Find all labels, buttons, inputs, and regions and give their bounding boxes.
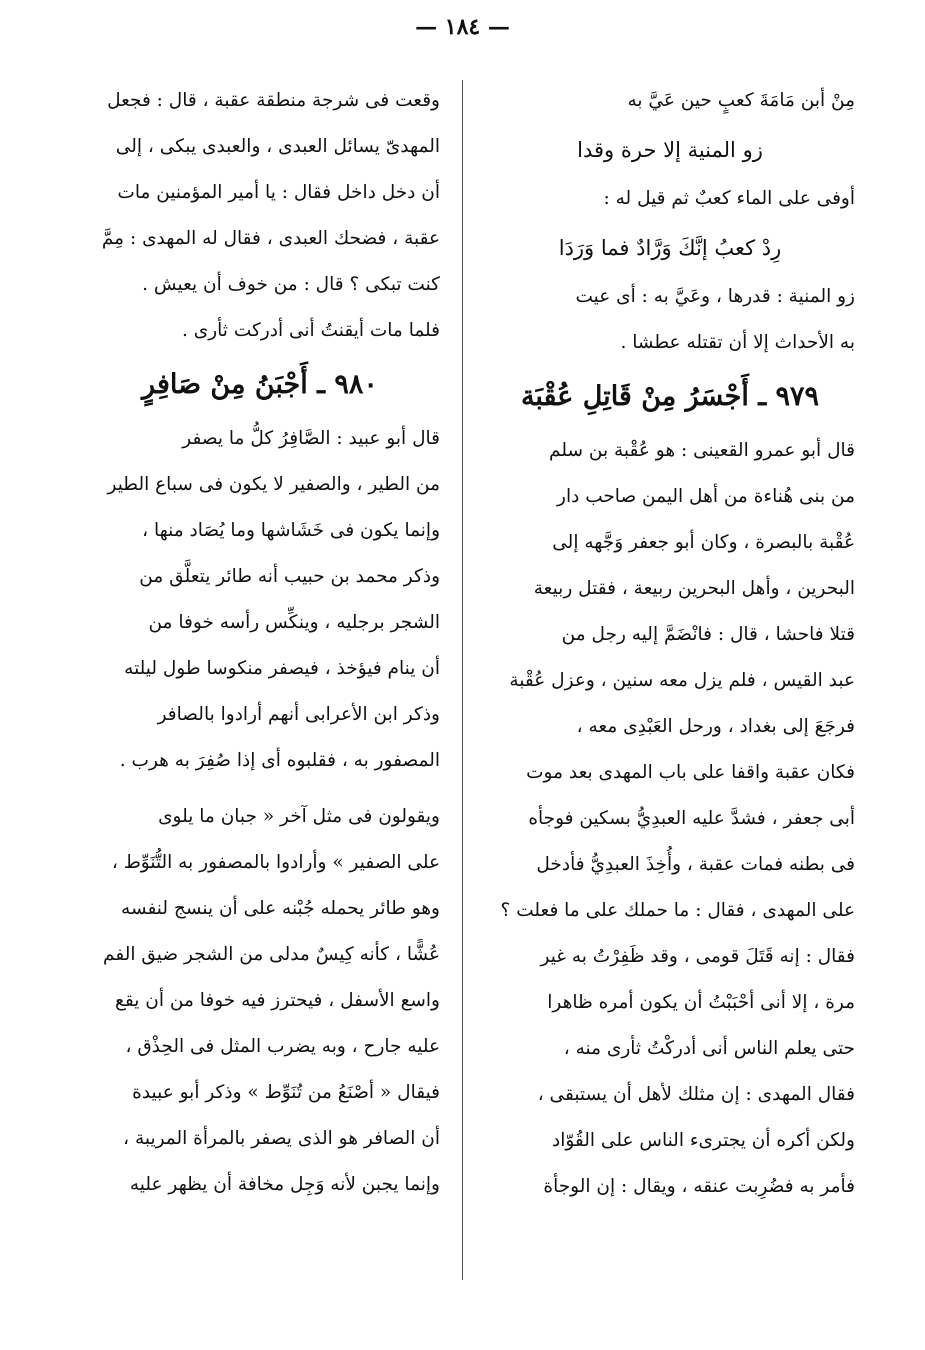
text-line: قال أبو عبيد : الصَّافِرُ كلُّ ما يصفر [182,428,440,449]
column-divider [462,80,463,1280]
text-line: مرة ، إلا أنى أحْبَبْتُ أن يكون أمره ظاهرا [547,992,855,1013]
text-line: وذكر ابن الأعرابى أنهم أرادوا بالصافر [157,704,440,725]
text-line: أن الصافر هو الذى يصفر بالمرأة المريبة ، [123,1128,440,1149]
text-line: من بنى هُناءة من أهل اليمن صاحب دار [557,486,855,507]
verse-line: زو المنية إلا حرة وقدا [577,138,763,162]
proverb-heading-980: ٩٨٠ ـ أَجْبَنُ مِنْ صَافِرٍ [142,369,378,400]
text-line: فلما مات أيقنتُ أنى أدركت ثأرى . [181,320,440,341]
text-line: به الأحداث إلا أن تقتله عطشا . [620,332,855,353]
text-line: المصفور به ، فقلبوه أى إذا صُفِرَ به هرب . [119,750,440,771]
text-line: فقال : إنه قَتَلَ قومى ، وقد ظَفِرْتُ به غير [540,946,855,967]
left-column [80,78,440,1208]
text-line: من الطير ، والصفير لا يكون فى سباع الطير [107,474,440,495]
text-line: أن ينام فيؤخذ ، فيصفر منكوسا طول ليلته [124,658,440,679]
text-line: على المهدى ، فقال : ما حملك على ما فعلت ؟ [500,900,855,921]
text-line: فأمر به فضُرِبت عنقه ، ويقال : إن الوجأة [543,1176,855,1197]
text-line: ولكن أكره أن يجترىء الناس على القُوّاد [551,1130,855,1151]
text-line: فكان عقبة واقفا على باب المهدى بعد موت [526,762,855,783]
text-line: المهدىّ يسائل العبدى ، والعبدى يبكى ، إلى [115,136,440,157]
text-line: عُشًّا ، كأنه كِيسٌ مدلى من الشجر ضيق الفم [103,944,440,965]
text-line: فقال المهدى : إن مثلك لأهل أن يستبقى ، [537,1084,855,1105]
text-line: زو المنية : قدرها ، وعَيَّ به : أى عيت [575,286,855,307]
text-line: الشجر برجليه ، وينكِّس رأسه خوفا من [148,612,440,633]
text-line: أن دخل داخل فقال : يا أمير المؤمنين مات [117,182,440,203]
text-line: عليه جارح ، وبه يضرب المثل فى الحِذْق ، [125,1036,440,1057]
verse-line: رِدْ كعبُ إنَّكَ وَرَّادٌ فما وَرَدَا [558,236,782,260]
text-line: عُقْبة بالبصرة ، وكان أبو جعفر وَجَّهه إلى [552,532,855,553]
paragraph-gap [80,784,440,794]
text-line: على الصفير » وأرادوا بالمصفور به التُّنَوِّط ، [111,852,440,873]
text-line: حتى يعلم الناس أنى أدركْتُ ثأرى منه ، [563,1038,855,1059]
text-line: وإنما يكون فى خَشَاشها وما يُصَاد منها ، [142,520,440,541]
text-line: أبى جعفر ، فشدَّ عليه العبدِيُّ بسكين فوجأه [528,808,855,829]
text-line: واسع الأسفل ، فيحترز فيه خوفا من أن يقع [115,990,440,1011]
text-line: قتلا فاحشا ، قال : فانْضَمَّ إليه رجل من [561,624,855,645]
text-line: فرجَعَ إلى بغداد ، ورحل العَبْدِى معه ، [576,716,855,737]
text-line: وإنما يجبن لأنه وَجِل مخافة أن يظهر عليه [129,1174,440,1195]
text-line: قال أبو عمرو القعينى : هو عُقْبة بن سلم [549,440,855,461]
text-line: ويقولون فى مثل آخر « جبان ما يلوى [158,806,440,827]
text-line: وقعت فى شرجة منطقة عقبة ، قال : فجعل [107,90,440,111]
text-line: مِنْ أبن مَامَةَ كعبٍ حين عَيَّ به [627,90,855,111]
text-line: فى بطنه فمات عقبة ، وأُخِذَ العبدِيُّ فأدخل [536,854,855,875]
right-column [485,78,855,1210]
text-line: عبد القيس ، فلم يزل معه سنين ، وعزل عُقْبة [509,670,855,691]
page-number: — ١٨٤ — [415,14,510,40]
text-line: كنت تبكى ؟ قال : من خوف أن يعيش . [142,274,440,295]
proverb-heading-979: ٩٧٩ ـ أَجْسَرُ مِنْ قَاتِلِ عُقْبَة [520,381,820,412]
text-line: وهو طائر يحمله جُبْنه على أن ينسج لنفسه [121,898,440,919]
text-line: عقبة ، فضحك العبدى ، فقال له المهدى : مِمَّ [101,228,440,249]
text-line: أوفى على الماء كعبٌ ثم قيل له : [603,188,855,209]
text-line: وذكر محمد بن حبيب أنه طائر يتعلَّق من [139,566,440,587]
text-line: البحرين ، وأهل البحرين ربيعة ، فقتل ربيعة [533,578,855,599]
text-line: فيقال « أصْنَعُ من تُنَوِّط » وذكر أبو عبيدة [132,1082,440,1103]
